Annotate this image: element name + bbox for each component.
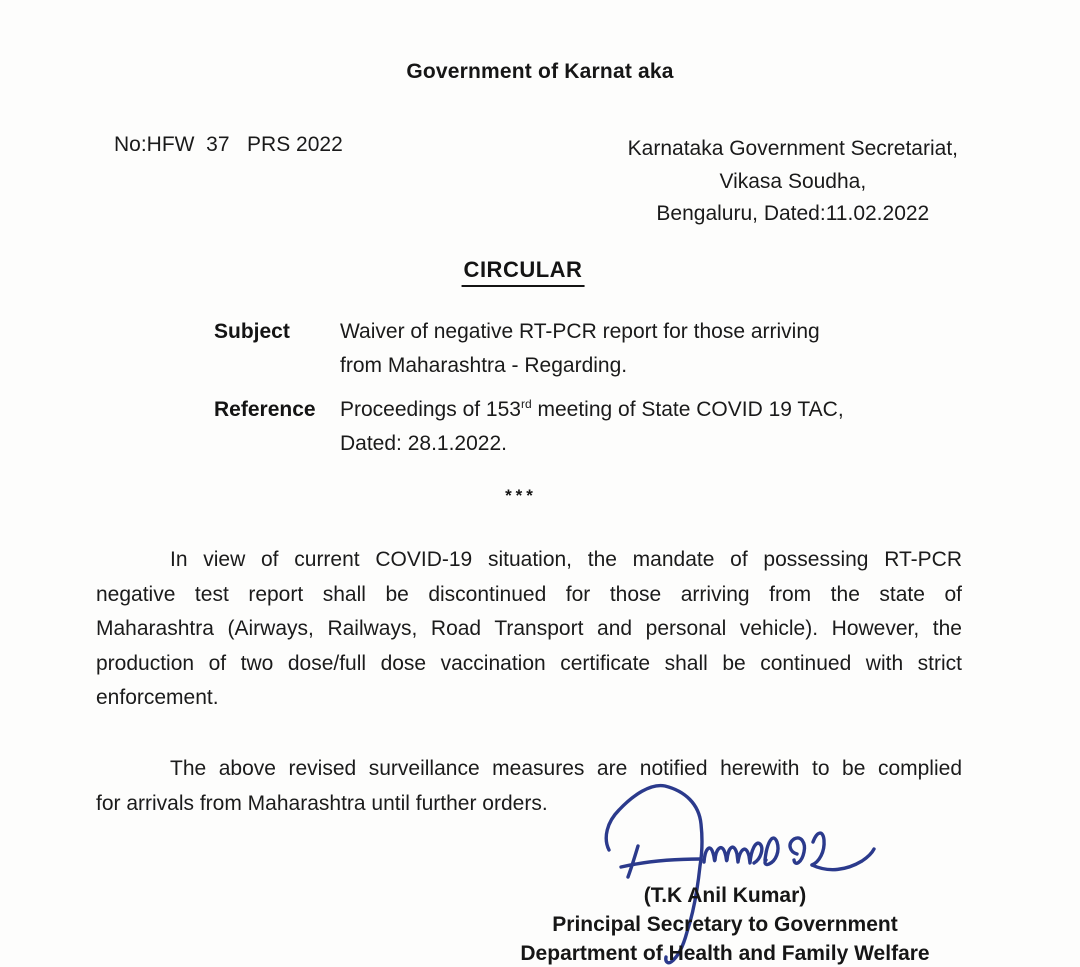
reference-number: No:HFW 37 PRS 2022 (114, 133, 343, 156)
separator-asterisks: *** (505, 486, 537, 505)
body-paragraph-1 (96, 543, 962, 716)
para2-line-2: for arrivals from Maharashtra until further orders. (96, 791, 548, 815)
signatory-department: Department of Health and Family Welfare (520, 942, 930, 965)
address-line-1: Karnataka Government Secretariat, (627, 137, 958, 160)
reference-line-1 (340, 393, 900, 427)
subject-line-1: Waiver of negative RT-PCR report for those arriving (340, 320, 820, 343)
signature-block (505, 881, 945, 967)
document-title: Government of Karnat aka (406, 60, 674, 83)
para2-line-1: The above revised surveillance measures are notified herewith to be complied (170, 757, 962, 780)
signatory-name: (T.K Anil Kumar) (643, 884, 807, 907)
signatory-designation: Principal Secretary to Government (552, 913, 898, 936)
para1-line-2: negative test report shall be discontinued for those arriving from the state of (96, 582, 962, 606)
subject-row (214, 315, 900, 383)
subject-label: Subject (214, 320, 290, 343)
para1-line-3: Maharashtra (Airways, Railways, Road Transport and personal vehicle). However, the (96, 617, 962, 640)
reference-line-1-post: meeting of State COVID 19 TAC, (531, 398, 844, 421)
address-line-2: Vikasa Soudha, (719, 169, 867, 193)
subject-text (340, 315, 900, 383)
address-line-3: Bengaluru, Dated:11.02.2022 (656, 202, 930, 225)
subject-line-2: from Maharashtra - Regarding. (340, 354, 628, 377)
reference-row (214, 393, 900, 461)
body-paragraph-2 (96, 752, 962, 821)
reference-line-1-pre: Proceedings of 153 (340, 398, 521, 421)
circular-heading: CIRCULAR (462, 257, 585, 287)
reference-ordinal-superscript: rd (520, 397, 532, 411)
reference-text (340, 393, 900, 461)
secretariat-address (628, 133, 958, 231)
para1-line-1: In view of current COVID-19 situation, the mandate of possessing RT-PCR (170, 548, 962, 571)
para1-line-4: production of two dose/full dose vaccination certificate shall be continued with strict (96, 651, 962, 675)
reference-line-2: Dated: 28.1.2022. (340, 432, 507, 455)
reference-label: Reference (214, 398, 316, 421)
para1-line-5: enforcement. (96, 686, 219, 709)
